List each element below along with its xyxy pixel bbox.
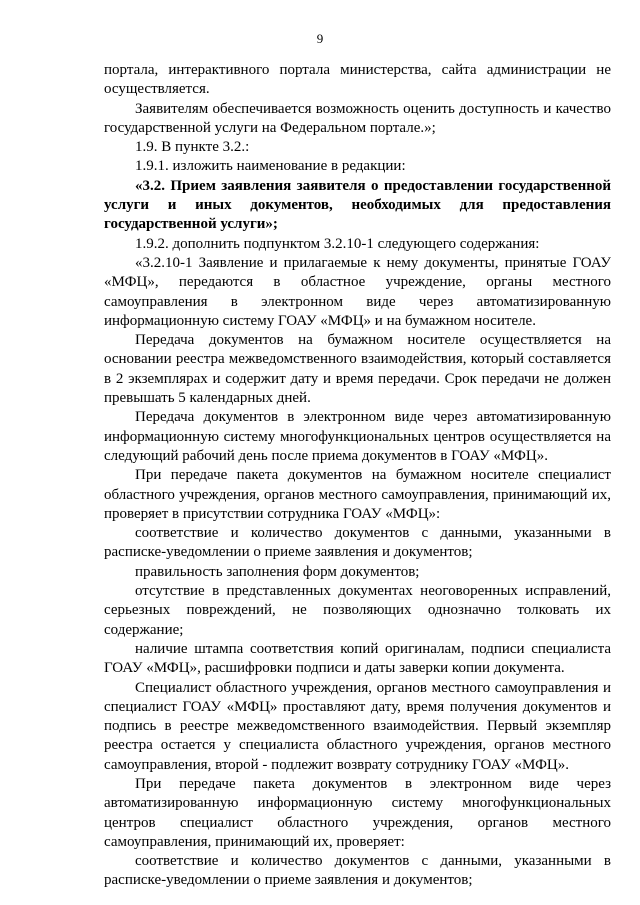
- paragraph-subitem-3-2-10-1: «3.2.10-1 Заявление и прилагаемые к нему документы, принятые ГОАУ «МФЦ», передаются в областное учреждение, органы местного самоуправления в электронном виде через автоматизированную информационную систему ГОАУ «МФЦ» и на бумажном носителе.: [104, 254, 611, 329]
- paragraph-paper-transfer: Передача документов на бумажном носителе осуществляется на основании реестра межведомственного взаимодействия, который составляется в 2 экземплярах и содержит дату и время передачи. Срок передачи не должен превышать 5 календарных дней.: [104, 332, 611, 407]
- paragraph-check-correspondence: соответствие и количество документов с данными, указанными в расписке-уведомлении о приеме заявления и документов;: [104, 525, 611, 561]
- paragraph-item-1-9-2: 1.9.2. дополнить подпунктом 3.2.10-1 следующего содержания:: [135, 235, 540, 252]
- page-number: 9: [316, 31, 324, 46]
- document-body: [104, 61, 611, 891]
- paragraph-check-stamp: наличие штампа соответствия копий оригиналам, подписи специалиста ГОАУ «МФЦ», расшифровки подписи и даты заверки копии документа.: [104, 640, 611, 677]
- paragraph-paper-package-check: При передаче пакета документов на бумажном носителе специалист областного учреждения, органов местного самоуправления, принимающий их, проверяет в присутствии сотрудника ГОАУ «МФЦ»:: [104, 467, 611, 522]
- paragraph-check-correspondence-electronic: соответствие и количество документов с данными, указанными в расписке-уведомлении о приеме заявления и документов;: [104, 853, 611, 889]
- paragraph-registry-signing: Специалист областного учреждения, органов местного самоуправления и специалист ГОАУ «МФЦ» проставляют дату, время получения документов и подпись в реестре межведомственного взаимодействия. Первый экземпляр реестра остается у специалиста областного учреждения, органов местного самоуправления, второй - подлежит возврату сотруднику ГОАУ «МФЦ».: [104, 679, 611, 773]
- paragraph-section-3-2-title: «3.2. Прием заявления заявителя о предоставлении государственной услуги и иных документов, необходимых для предоставления государственной услуги»;: [104, 177, 611, 233]
- paragraph-check-corrections: отсутствие в представленных документах неоговоренных исправлений, серьезных повреждений, не позволяющих однозначно толковать их содержание;: [104, 583, 611, 638]
- paragraph-item-1-9-1: 1.9.1. изложить наименование в редакции:: [135, 158, 406, 175]
- paragraph-applicants-evaluation: Заявителям обеспечивается возможность оценить доступность и качество государственной услуги на Федеральном портале.»;: [104, 100, 611, 136]
- paragraph-electronic-transfer: Передача документов в электронном виде через автоматизированную информационную систему многофункциональных центров осуществляется на следующий рабочий день после приема документов в ГОАУ «МФЦ».: [104, 409, 611, 464]
- paragraph-item-1-9: 1.9. В пункте 3.2.:: [135, 139, 250, 156]
- paragraph-electronic-package-check: При передаче пакета документов в электронном виде через автоматизированную информационную систему многофункциональных центров специалист областного учреждения, органов местного самоуправления, принимающий их, проверяет:: [104, 775, 611, 850]
- paragraph-portal-continuation: портала, интерактивного портала министерства, сайта администрации не осуществляется.: [104, 62, 611, 98]
- paragraph-check-form-filling: правильность заполнения форм документов;: [135, 563, 420, 580]
